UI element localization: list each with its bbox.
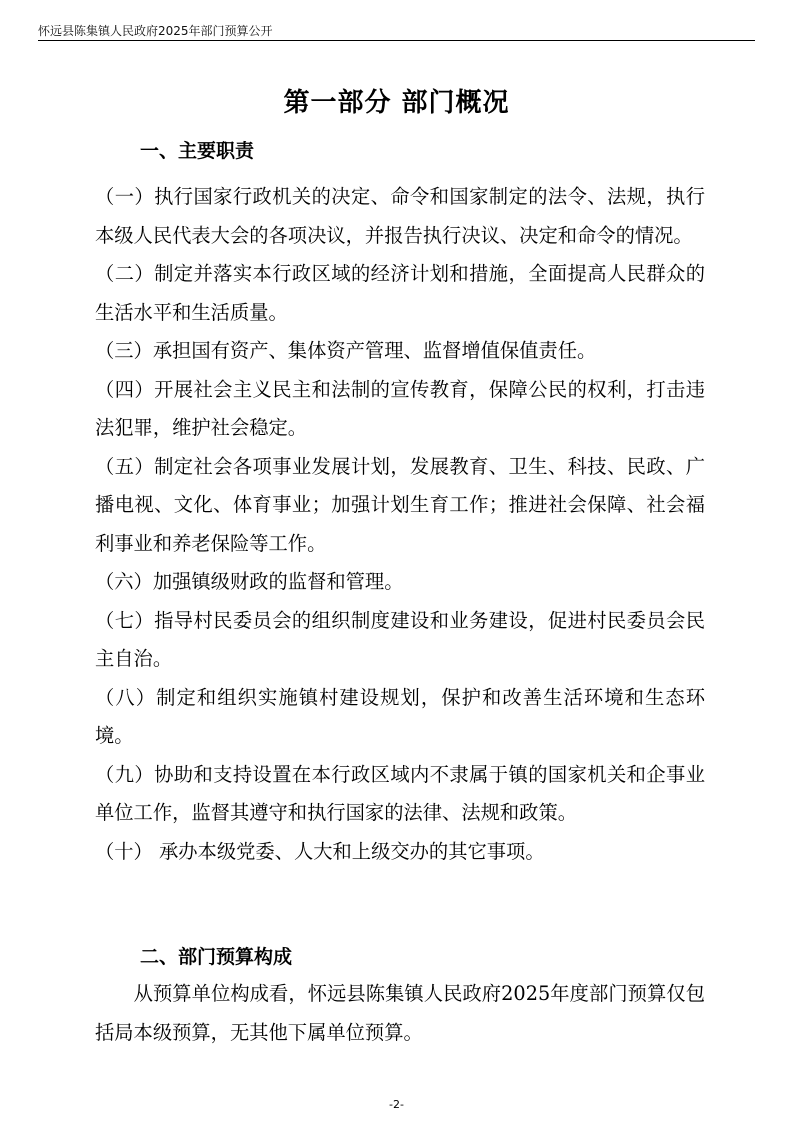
duty-item-7: （七）指导村民委员会的组织制度建设和业务建设，促进村民委员会民主自治。 <box>95 608 705 670</box>
duties-list <box>95 178 705 871</box>
duty-item-10: （十） 承办本级党委、人大和上级交办的其它事项。 <box>95 839 545 863</box>
budget-composition-text <box>95 975 705 1052</box>
duty-item-4: （四）开展社会主义民主和法制的宣传教育，保障公民的权利，打击违法犯罪，维护社会稳定。 <box>95 377 705 439</box>
page-number: -2- <box>389 1098 404 1111</box>
duty-item-8: （八）制定和组织实施镇村建设规划，保护和改善生活环境和生态环境。 <box>95 685 705 747</box>
duty-item-9: （九）协助和支持设置在本行政区域内不隶属于镇的国家机关和企事业单位工作，监督其遵守和执行国家的法律、法规和政策。 <box>95 762 705 824</box>
budget-paragraph: 从预算单位构成看，怀远县陈集镇人民政府2025年度部门预算仅包括局本级预算，无其他下属单位预算。 <box>95 982 705 1044</box>
duty-item-5: （五）制定社会各项事业发展计划，发展教育、卫生、科技、民政、广播电视、文化、体育事业；加强计划生育工作；推进社会保障、社会福利事业和养老保险等工作。 <box>95 454 705 555</box>
section-heading-budget: 二、部门预算构成 <box>140 946 293 968</box>
page-title: 第一部分 部门概况 <box>283 88 510 118</box>
duty-item-6: （六）加强镇级财政的监督和管理。 <box>95 570 404 593</box>
page-header: 怀远县陈集镇人民政府2025年部门预算公开 <box>38 24 273 38</box>
duty-item-1: （一）执行国家行政机关的决定、命令和国家制定的法令、法规，执行本级人民代表大会的各项决议，并报告执行决议、决定和命令的情况。 <box>95 185 705 247</box>
section-heading-duties: 一、主要职责 <box>140 140 255 162</box>
duty-item-3: （三）承担国有资产、集体资产管理、监督增值保值责任。 <box>95 339 597 362</box>
duty-item-2: （二）制定并落实本行政区域的经济计划和措施，全面提高人民群众的生活水平和生活质量。 <box>95 262 705 324</box>
header-divider <box>38 40 755 41</box>
